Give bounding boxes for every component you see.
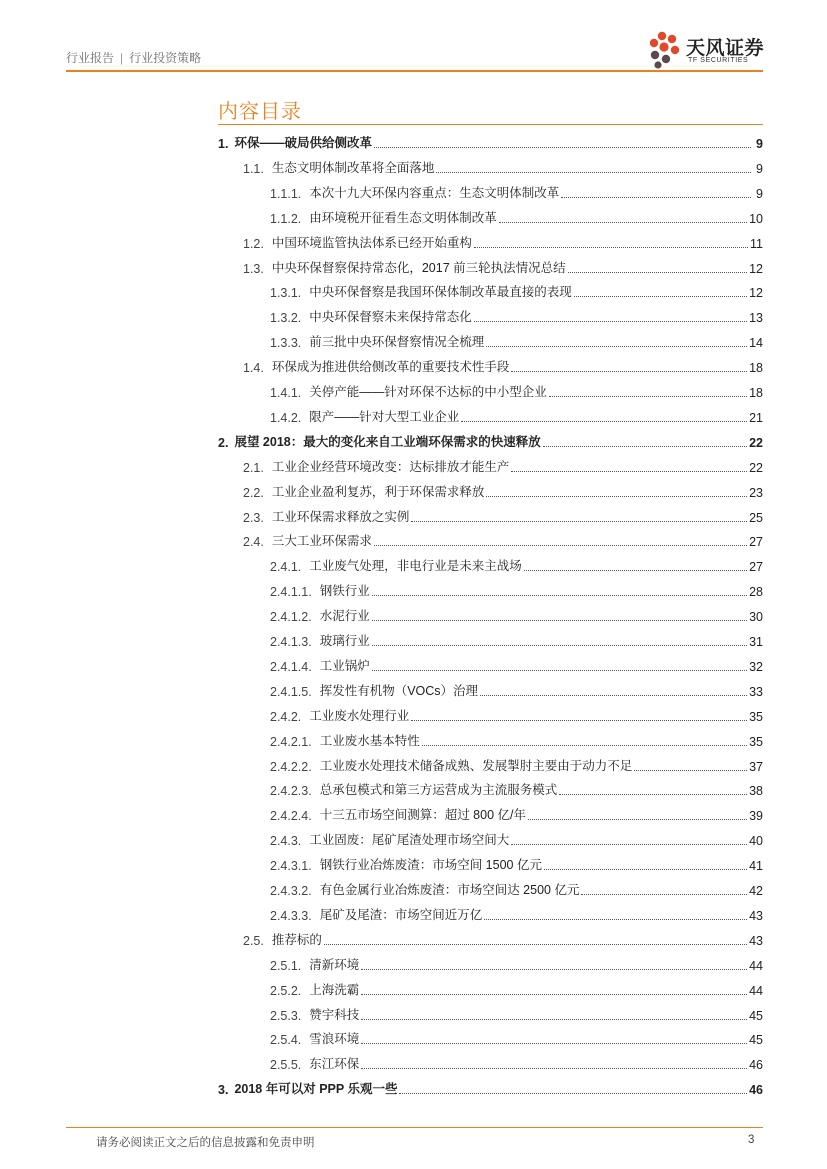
- toc-entry-number: 1.3.1.: [270, 286, 302, 301]
- toc-entry[interactable]: [270, 974, 763, 998]
- toc-entry-number: 2.5.1.: [270, 958, 302, 973]
- toc-entry-title[interactable]: 工业锅炉: [319, 658, 370, 673]
- toc-entry-title[interactable]: 尾矿及尾渣：市场空间近万亿: [319, 907, 483, 922]
- toc-dot-leader: [486, 345, 747, 347]
- toc-dot-leader: [581, 893, 747, 895]
- toc-entry-title[interactable]: 前三批中央环保督察情况全梳理: [309, 335, 485, 350]
- toc-entry[interactable]: [270, 625, 763, 649]
- toc-entry[interactable]: [243, 924, 763, 948]
- toc-entry-title[interactable]: 生态文明体制改革将全面落地: [271, 160, 435, 175]
- toc-entry-page[interactable]: 14: [749, 336, 763, 351]
- toc-entry-number: 2.4.1.3.: [270, 635, 312, 649]
- toc-entry[interactable]: [243, 501, 763, 525]
- toc-entry[interactable]: [270, 824, 763, 848]
- toc-dot-leader: [484, 918, 747, 920]
- toc-entry-page[interactable]: 31: [749, 635, 763, 649]
- toc-entry[interactable]: [270, 675, 763, 699]
- toc-entry[interactable]: [270, 401, 763, 425]
- toc-dot-leader: [461, 420, 747, 422]
- toc-dot-leader: [411, 719, 747, 721]
- toc-entry[interactable]: [270, 700, 763, 724]
- toc-entry[interactable]: [270, 799, 763, 823]
- toc-entry-page[interactable]: 18: [749, 386, 763, 400]
- toc-entry-title[interactable]: 环保成为推进供给侧改革的重要技术性手段: [271, 360, 510, 375]
- toc-entry-number: 2.4.2.4.: [270, 809, 312, 824]
- toc-dot-leader: [544, 868, 747, 870]
- toc-entry-title[interactable]: 清新环境: [309, 957, 360, 972]
- toc-entry-page[interactable]: 45: [749, 1033, 763, 1048]
- toc-entry-page[interactable]: 46: [749, 1058, 763, 1073]
- toc-entry-number: 2.4.3.: [270, 834, 302, 849]
- toc-entry-page[interactable]: 23: [749, 485, 763, 500]
- toc-entry-page[interactable]: 27: [749, 535, 763, 550]
- toc-dot-leader: [374, 146, 751, 148]
- toc-entry[interactable]: [243, 351, 763, 375]
- toc-entry[interactable]: [270, 1023, 763, 1047]
- category-separator: |: [120, 51, 124, 65]
- toc-entry-number: 2.5.4.: [270, 1033, 302, 1048]
- toc-entry-number: 2.: [218, 435, 229, 450]
- toc-entry-number: 1.2.: [243, 236, 264, 251]
- toc-entry[interactable]: [270, 276, 763, 300]
- toc-entry[interactable]: [270, 750, 763, 774]
- toc-dot-leader: [561, 196, 751, 198]
- toc-entry[interactable]: [270, 326, 763, 350]
- toc-dot-leader: [528, 818, 747, 820]
- toc-entry-title[interactable]: 工业环保需求释放之实例: [271, 509, 410, 524]
- toc-entry-page[interactable]: 22: [749, 435, 763, 450]
- toc-entry-title[interactable]: 工业企业经营环境改变：达标排放才能生产: [271, 459, 510, 474]
- toc-entry-page[interactable]: 35: [749, 734, 763, 749]
- toc-entry-page[interactable]: 12: [749, 286, 763, 301]
- toc-entry-title[interactable]: 雪浪环境: [309, 1032, 360, 1047]
- toc-entry-page[interactable]: 28: [749, 585, 763, 600]
- toc-dot-leader: [549, 395, 747, 397]
- toc-entry-title[interactable]: 三大工业环保需求: [271, 534, 372, 549]
- toc-entry-page[interactable]: 12: [749, 261, 763, 276]
- toc-entry-number: 2.4.: [243, 535, 264, 550]
- toc-entry-number: 2.4.1.4.: [270, 659, 312, 674]
- logo-flower-icon: [648, 30, 684, 70]
- toc-entry-page[interactable]: 42: [749, 884, 763, 898]
- footer-disclaimer: 请务必阅读正文之后的信息披露和免责申明: [96, 1137, 315, 1149]
- toc-entry[interactable]: [218, 127, 763, 151]
- toc-entry[interactable]: [270, 550, 763, 574]
- toc-dot-leader: [422, 744, 747, 746]
- toc-entry-number: 2.1.: [243, 460, 264, 475]
- toc-entry-number: 2.4.2.: [270, 709, 302, 724]
- toc-entry[interactable]: [270, 600, 763, 624]
- toc-dot-leader: [361, 1042, 747, 1044]
- toc-dot-leader: [511, 470, 747, 472]
- toc-entry-number: 2.4.2.2.: [270, 759, 312, 774]
- toc-entry-number: 1.1.2.: [270, 211, 302, 226]
- toc-entry[interactable]: [270, 949, 763, 973]
- toc-entry-number: 2.3.: [243, 510, 264, 525]
- toc-entry-title[interactable]: 中国环境监管执法体系已经开始重构: [271, 235, 472, 250]
- toc-entry-page[interactable]: 9: [756, 186, 763, 201]
- toc-dot-leader: [361, 993, 747, 995]
- toc-entry-number: 2.4.1.2.: [270, 610, 312, 625]
- toc-entry[interactable]: [243, 252, 763, 276]
- toc-entry-page[interactable]: 43: [749, 933, 763, 948]
- toc-entry-title[interactable]: 挥发性有机物（VOCs）治理: [319, 683, 479, 698]
- toc-entry-page[interactable]: 13: [749, 311, 763, 326]
- toc-entry-page[interactable]: 44: [749, 958, 763, 973]
- toc-dot-leader: [361, 1067, 747, 1069]
- toc-dot-leader: [399, 1092, 747, 1094]
- toc-entry-number: 2.5.3.: [270, 1008, 302, 1023]
- toc-entry[interactable]: [270, 874, 763, 898]
- toc-entry-number: 2.2.: [243, 485, 264, 500]
- toc-entry-title[interactable]: 中央环保督察保持常态化，2017 前三轮执法情况总结: [271, 260, 566, 275]
- toc-entry-title[interactable]: 工业企业盈利复苏，利于环保需求释放: [271, 484, 485, 499]
- toc-entry-number: 1.3.2.: [270, 311, 302, 326]
- toc-entry-number: 2.4.3.2.: [270, 884, 312, 898]
- toc-entry-number: 1.4.1.: [270, 386, 302, 400]
- toc-entry-page[interactable]: 44: [749, 983, 763, 998]
- toc-entry[interactable]: [270, 725, 763, 749]
- toc-entry-title[interactable]: 工业固废：尾矿尾渣处理市场空间大: [309, 833, 510, 848]
- toc-dot-leader: [474, 320, 747, 322]
- toc-entry-page[interactable]: 11: [750, 236, 763, 251]
- toc-entry-page[interactable]: 33: [749, 684, 763, 699]
- toc-entry[interactable]: [243, 227, 763, 251]
- toc-entry-page[interactable]: 45: [749, 1008, 763, 1023]
- toc-entry-page[interactable]: 38: [749, 784, 763, 799]
- toc-title: 内容目录: [218, 101, 302, 123]
- toc-dot-leader: [511, 370, 747, 372]
- toc-dot-leader: [372, 619, 747, 621]
- toc-dot-leader: [511, 843, 747, 845]
- toc-entry[interactable]: [218, 1073, 763, 1097]
- toc-entry-page[interactable]: 25: [749, 510, 763, 525]
- toc-title-divider: [218, 124, 763, 125]
- toc-entry-page[interactable]: 43: [749, 908, 763, 923]
- toc-entry-title[interactable]: 工业废水基本特性: [319, 733, 420, 748]
- toc-entry-title[interactable]: 环保——破局供给侧改革: [234, 136, 372, 150]
- toc-entry-title[interactable]: 有色金属行业冶炼废渣：市场空间达 2500 亿元: [319, 883, 580, 897]
- toc-entry[interactable]: [243, 451, 763, 475]
- toc-entry-title[interactable]: 推荐标的: [271, 932, 322, 947]
- toc-entry-number: 1.3.: [243, 261, 264, 276]
- toc-entry-number: 3.: [218, 1083, 229, 1098]
- toc-entry-title[interactable]: 水泥行业: [319, 609, 370, 624]
- toc-dot-leader: [634, 769, 747, 771]
- toc-entry-page[interactable]: 41: [749, 859, 763, 874]
- toc-entry[interactable]: [270, 774, 763, 798]
- toc-entry[interactable]: [270, 899, 763, 923]
- toc-dot-leader: [524, 569, 747, 571]
- toc-entry-page[interactable]: 9: [756, 161, 763, 176]
- toc-entry-title[interactable]: 工业废水处理行业: [309, 708, 410, 723]
- toc-entry-title[interactable]: 东江环保: [309, 1057, 360, 1072]
- toc-entry-number: 2.4.3.3.: [270, 908, 312, 923]
- header-divider: [66, 70, 763, 72]
- toc-entry-title[interactable]: 展望 2018：最大的变化来自工业端环保需求的快速释放: [234, 434, 541, 449]
- toc-entry-page[interactable]: 9: [756, 137, 763, 151]
- toc-entry-number: 2.5.: [243, 933, 264, 948]
- page-number: 3: [748, 1134, 755, 1146]
- toc-dot-leader: [486, 495, 747, 497]
- toc-entry-number: 2.5.2.: [270, 983, 302, 998]
- toc-entry-title[interactable]: 由环境税开征看生态文明体制改革: [309, 210, 497, 225]
- toc-entry-title[interactable]: 中央环保督察是我国环保体制改革最直接的表现: [309, 285, 572, 300]
- toc-entry[interactable]: [270, 376, 763, 400]
- toc-entry-title[interactable]: 赞宇科技: [309, 1007, 360, 1022]
- toc-dot-leader: [499, 221, 747, 223]
- company-logo: [648, 30, 768, 70]
- toc-dot-leader: [474, 246, 748, 248]
- toc-entry-number: 1.4.: [243, 361, 264, 376]
- toc-entry-page[interactable]: 40: [749, 834, 763, 849]
- toc-entry[interactable]: [270, 999, 763, 1023]
- toc-entry[interactable]: [218, 426, 763, 450]
- toc-entry-number: 1.4.2.: [270, 410, 302, 425]
- toc-entry-number: 2.4.2.1.: [270, 734, 312, 749]
- toc-dot-leader: [361, 968, 747, 970]
- toc-dot-leader: [324, 943, 747, 945]
- toc-dot-leader: [372, 669, 747, 671]
- toc-entry-title[interactable]: 十三五市场空间测算：超过 800 亿/年: [319, 808, 526, 823]
- toc-entry-page[interactable]: 39: [749, 809, 763, 824]
- toc-entry[interactable]: [270, 177, 763, 201]
- toc-entry[interactable]: [270, 650, 763, 674]
- toc-entry-page[interactable]: 22: [749, 460, 763, 475]
- toc-dot-leader: [559, 793, 747, 795]
- toc-entry-number: 2.4.1.: [270, 560, 302, 575]
- toc-entry-number: 1.: [218, 137, 229, 151]
- toc-dot-leader: [372, 644, 747, 646]
- toc-dot-leader: [574, 295, 747, 297]
- logo-chinese-name: 天风证券: [686, 38, 765, 59]
- toc-entry-number: 2.5.5.: [270, 1058, 302, 1073]
- toc-entry[interactable]: [270, 849, 763, 873]
- footer-divider: [66, 1127, 763, 1128]
- logo-english-name: TF SECURITIES: [688, 57, 749, 64]
- report-category: [66, 49, 201, 66]
- toc-entry-page[interactable]: 21: [749, 410, 763, 425]
- toc-entry-page[interactable]: 37: [749, 759, 763, 774]
- toc-entry[interactable]: [243, 152, 763, 176]
- toc-entry-title[interactable]: 总承包模式和第三方运营成为主流服务模式: [319, 783, 558, 798]
- toc-entry[interactable]: [243, 476, 763, 500]
- toc-entry[interactable]: [243, 525, 763, 549]
- toc-entry-title[interactable]: 中央环保督察未来保持常态化: [309, 310, 472, 325]
- toc-entry[interactable]: [270, 301, 763, 325]
- toc-entry-page[interactable]: 35: [749, 709, 763, 724]
- toc-entry-page[interactable]: 27: [749, 560, 763, 575]
- toc-entry-title[interactable]: 关停产能——针对环保不达标的中小型企业: [309, 385, 547, 399]
- toc-entry-number: 1.1.1.: [270, 186, 302, 201]
- subcategory-label: 行业投资策略: [129, 51, 202, 65]
- toc-entry-number: 1.3.3.: [270, 336, 302, 351]
- toc-entry[interactable]: [270, 575, 763, 599]
- toc-entry-number: 2.4.1.1.: [270, 585, 312, 600]
- toc-entry-title[interactable]: 上海洗霸: [309, 982, 360, 997]
- toc-entry-title[interactable]: 2018 年可以对 PPP 乐观一些: [234, 1082, 398, 1097]
- page-header: [0, 0, 827, 80]
- toc-entry-title[interactable]: 工业废水处理技术储备成熟、发展掣肘主要由于动力不足: [319, 758, 633, 773]
- toc-entry-page[interactable]: 10: [749, 211, 763, 226]
- toc-entry-title[interactable]: 钢铁行业: [319, 584, 370, 599]
- toc-entry-title[interactable]: 钢铁行业冶炼废渣：市场空间 1500 亿元: [319, 858, 542, 873]
- toc-entry-number: 1.1.: [243, 161, 264, 176]
- toc-entry-number: 2.4.3.1.: [270, 859, 312, 874]
- toc-dot-leader: [361, 1018, 747, 1020]
- toc-entry-page[interactable]: 32: [749, 659, 763, 674]
- toc-dot-leader: [543, 445, 747, 447]
- toc-entry-title[interactable]: 限产——针对大型工业企业: [309, 409, 460, 424]
- toc-entry-title[interactable]: 本次十九大环保内容重点：生态文明体制改革: [309, 185, 560, 200]
- toc-entry[interactable]: [270, 1048, 763, 1072]
- toc-entry-page[interactable]: 30: [749, 610, 763, 625]
- toc-dot-leader: [568, 271, 747, 273]
- toc-dot-leader: [411, 520, 747, 522]
- category-label: 行业报告: [66, 51, 115, 65]
- toc-entry-title[interactable]: 玻璃行业: [319, 634, 370, 648]
- toc-entry[interactable]: [270, 202, 763, 226]
- toc-entry-page[interactable]: 46: [749, 1083, 763, 1098]
- toc-dot-leader: [480, 694, 747, 696]
- toc-dot-leader: [436, 171, 751, 173]
- toc-entry-number: 2.4.1.5.: [270, 684, 312, 699]
- toc-entry-title[interactable]: 工业废气处理，非电行业是未来主战场: [309, 559, 522, 574]
- toc-dot-leader: [372, 594, 747, 596]
- toc-dot-leader: [374, 544, 747, 546]
- toc-entry-number: 2.4.2.3.: [270, 784, 312, 799]
- toc-entry-page[interactable]: 18: [749, 361, 763, 376]
